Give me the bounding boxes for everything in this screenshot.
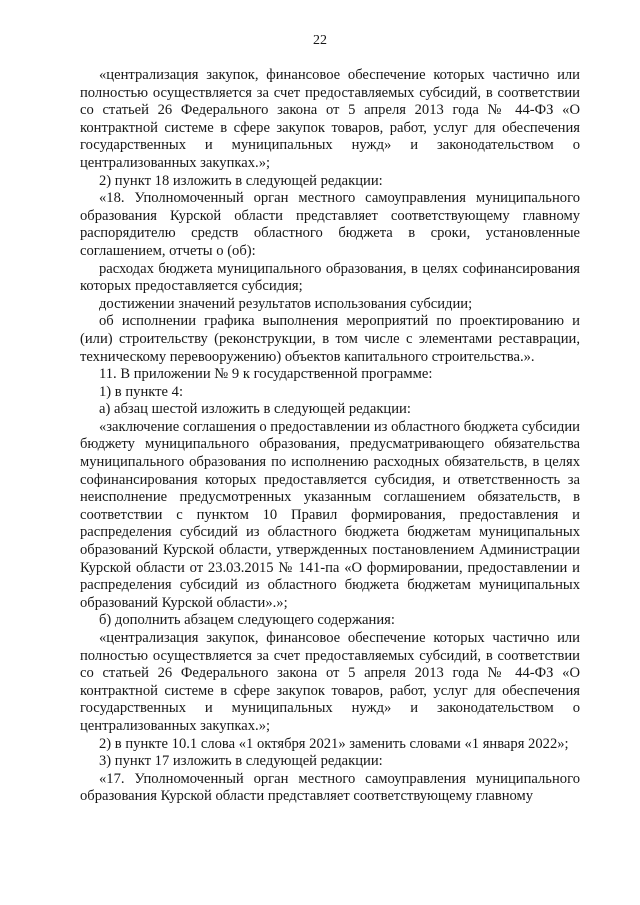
paragraph-2: 2) пункт 18 изложить в следующей редакции:	[99, 172, 383, 189]
paragraph-10: «заключение соглашения о предоставлении из областного бюджета субсидии бюджету муниципального образования, предусматривающего обязательства муниципального образования по исполнению расходных обязательств, в целях софинансирования которых предоставляется субсидия, и ответственность за неисполнение предусмотренных указанным соглашением обязательств, в соответствии с пунктом 10 Правил формирования, предоставления и распределения субсидий из областного бюджета бюджетам муниципальных образований Курской области, утвержденных постановлением Администрации Курской области от 23.03.2015 № 141-па «О формировании, предоставлении и распределения субсидий из областного бюджета бюджетам муниципальных образований Курской области».»;	[80, 418, 580, 611]
paragraph-13: 2) в пункте 10.1 слова «1 октября 2021» заменить словами «1 января 2022»;	[99, 735, 569, 752]
paragraph-9: а) абзац шестой изложить в следующей редакции:	[99, 401, 411, 418]
document-body	[80, 67, 580, 806]
paragraph-14: 3) пункт 17 изложить в следующей редакции:	[99, 753, 383, 770]
paragraph-15: «17. Уполномоченный орган местного самоуправления муниципального образования Курской области представляет соответствующему главному	[80, 770, 580, 805]
paragraph-11: б) дополнить абзацем следующего содержания:	[99, 612, 395, 629]
paragraph-12: «централизация закупок, финансовое обеспечение которых частично или полностью осуществляется за счет предоставляемых субсидий, в соответствии со статьей 26 Федерального закона от 5 апреля 2013 года № 44-ФЗ «О контрактной системе в сфере закупок товаров, работ, услуг для обеспечения государственных и муниципальных нужд» и законодательством о централизованных закупках.»;	[80, 630, 580, 734]
paragraph-4: расходах бюджета муниципального образования, в целях софинансирования которых предоставляется субсидия;	[80, 260, 580, 295]
paragraph-7: 11. В приложении № 9 к государственной программе:	[99, 366, 433, 383]
paragraph-6: об исполнении графика выполнения мероприятий по проектированию и (или) строительству (реконструкции, в том числе с элементами реставрации, техническому перевооружению) объектов капитального строительства.».	[80, 313, 580, 365]
paragraph-5: достижении значений результатов использования субсидии;	[99, 295, 473, 312]
page-number: 22	[313, 33, 327, 48]
paragraph-1: «централизация закупок, финансовое обеспечение которых частично или полностью осуществляется за счет предоставляемых субсидий, в соответствии со статьей 26 Федерального закона от 5 апреля 2013 года № 44-ФЗ «О контрактной системе в сфере закупок товаров, работ, услуг для обеспечения государственных и муниципальных нужд» и законодательством о централизованных закупках.»;	[80, 67, 580, 171]
paragraph-3: «18. Уполномоченный орган местного самоуправления муниципального образования Курской области представляет соответствующему главному распорядителю средств областного бюджета в сроки, установленные соглашением, отчеты о (об):	[80, 190, 580, 259]
paragraph-8: 1) в пункте 4:	[99, 383, 184, 400]
